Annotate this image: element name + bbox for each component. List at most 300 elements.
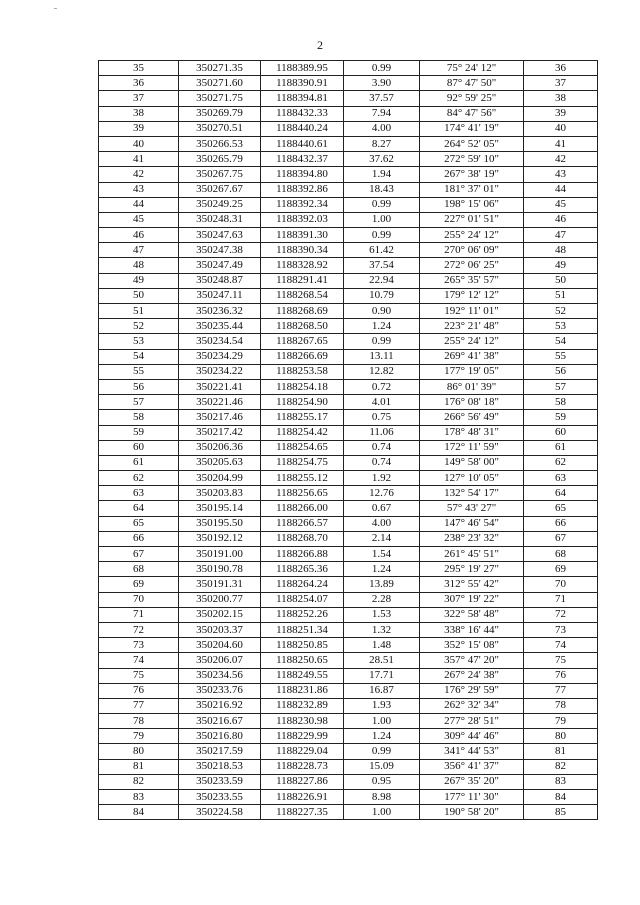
x-coordinate-cell: 350269.79 [179,106,261,121]
distance-cell: 11.06 [344,425,420,440]
table-row [99,258,598,273]
table-row [99,167,598,182]
y-coordinate-cell: 1188266.69 [261,349,344,364]
bearing-cell: 270° 06' 09" [420,243,524,258]
distance-cell: 10.79 [344,288,420,303]
next-point-cell: 57 [524,379,598,394]
bearing-cell: 307° 19' 22" [420,592,524,607]
distance-cell: 0.99 [344,228,420,243]
bearing-cell: 264° 52' 05" [420,136,524,151]
distance-cell: 4.01 [344,395,420,410]
x-coordinate-cell: 350233.55 [179,790,261,805]
x-coordinate-cell: 350217.46 [179,410,261,425]
table-row [99,410,598,425]
table-row [99,106,598,121]
x-coordinate-cell: 350236.32 [179,304,261,319]
y-coordinate-cell: 1188432.33 [261,106,344,121]
distance-cell: 37.54 [344,258,420,273]
bearing-cell: 92° 59' 25" [420,91,524,106]
point-number-cell: 72 [99,622,179,637]
next-point-cell: 51 [524,288,598,303]
point-number-cell: 57 [99,395,179,410]
table-row [99,228,598,243]
point-number-cell: 41 [99,152,179,167]
next-point-cell: 60 [524,425,598,440]
next-point-cell: 48 [524,243,598,258]
bearing-cell: 190° 58' 20" [420,805,524,820]
x-coordinate-cell: 350221.46 [179,395,261,410]
bearing-cell: 176° 29' 59" [420,683,524,698]
x-coordinate-cell: 350191.00 [179,547,261,562]
page-number: 2 [317,38,323,52]
point-number-cell: 55 [99,364,179,379]
x-coordinate-cell: 350247.11 [179,288,261,303]
point-number-cell: 81 [99,759,179,774]
x-coordinate-cell: 350224.58 [179,805,261,820]
point-number-cell: 45 [99,212,179,227]
point-number-cell: 79 [99,729,179,744]
distance-cell: 0.90 [344,304,420,319]
x-coordinate-cell: 350248.31 [179,212,261,227]
table-row [99,547,598,562]
next-point-cell: 72 [524,607,598,622]
bearing-cell: 181° 37' 01" [420,182,524,197]
distance-cell: 1.32 [344,622,420,637]
distance-cell: 17.71 [344,668,420,683]
table-row [99,61,598,76]
next-point-cell: 75 [524,653,598,668]
y-coordinate-cell: 1188254.75 [261,455,344,470]
y-coordinate-cell: 1188229.04 [261,744,344,759]
y-coordinate-cell: 1188251.34 [261,622,344,637]
next-point-cell: 80 [524,729,598,744]
bearing-cell: 267° 35' 20" [420,774,524,789]
table-row [99,607,598,622]
bearing-cell: 272° 06' 25" [420,258,524,273]
y-coordinate-cell: 1188268.69 [261,304,344,319]
distance-cell: 0.75 [344,410,420,425]
point-number-cell: 63 [99,486,179,501]
distance-cell: 0.67 [344,501,420,516]
next-point-cell: 76 [524,668,598,683]
next-point-cell: 65 [524,501,598,516]
distance-cell: 13.11 [344,349,420,364]
table-row [99,182,598,197]
x-coordinate-cell: 350267.75 [179,167,261,182]
bearing-cell: 149° 58' 00" [420,455,524,470]
table-row [99,562,598,577]
bearing-cell: 357° 47' 20" [420,653,524,668]
table-row [99,714,598,729]
x-coordinate-cell: 350217.42 [179,425,261,440]
x-coordinate-cell: 350191.31 [179,577,261,592]
bearing-cell: 147° 46' 54" [420,516,524,531]
next-point-cell: 43 [524,167,598,182]
x-coordinate-cell: 350271.35 [179,61,261,76]
table-row [99,683,598,698]
y-coordinate-cell: 1188254.07 [261,592,344,607]
table-row [99,622,598,637]
y-coordinate-cell: 1188267.65 [261,334,344,349]
bearing-cell: 86° 01' 39" [420,379,524,394]
bearing-cell: 312° 55' 42" [420,577,524,592]
table-row [99,592,598,607]
point-number-cell: 59 [99,425,179,440]
distance-cell: 1.00 [344,714,420,729]
x-coordinate-cell: 350204.60 [179,638,261,653]
distance-cell: 37.62 [344,152,420,167]
x-coordinate-cell: 350234.29 [179,349,261,364]
point-number-cell: 50 [99,288,179,303]
distance-cell: 4.00 [344,516,420,531]
distance-cell: 1.48 [344,638,420,653]
y-coordinate-cell: 1188256.65 [261,486,344,501]
x-coordinate-cell: 350192.12 [179,531,261,546]
x-coordinate-cell: 350233.76 [179,683,261,698]
next-point-cell: 38 [524,91,598,106]
y-coordinate-cell: 1188268.70 [261,531,344,546]
point-number-cell: 60 [99,440,179,455]
point-number-cell: 46 [99,228,179,243]
next-point-cell: 55 [524,349,598,364]
point-number-cell: 80 [99,744,179,759]
distance-cell: 0.99 [344,744,420,759]
x-coordinate-cell: 350247.63 [179,228,261,243]
point-number-cell: 36 [99,76,179,91]
bearing-cell: 223° 21' 48" [420,319,524,334]
next-point-cell: 61 [524,440,598,455]
y-coordinate-cell: 1188227.86 [261,774,344,789]
bearing-cell: 272° 59' 10" [420,152,524,167]
bearing-cell: 341° 44' 53" [420,744,524,759]
distance-cell: 12.76 [344,486,420,501]
y-coordinate-cell: 1188390.91 [261,76,344,91]
next-point-cell: 66 [524,516,598,531]
x-coordinate-cell: 350203.37 [179,622,261,637]
distance-cell: 18.43 [344,182,420,197]
x-coordinate-cell: 350249.25 [179,197,261,212]
table-row [99,471,598,486]
point-number-cell: 43 [99,182,179,197]
next-point-cell: 62 [524,455,598,470]
point-number-cell: 38 [99,106,179,121]
next-point-cell: 67 [524,531,598,546]
x-coordinate-cell: 350217.59 [179,744,261,759]
table-row [99,76,598,91]
distance-cell: 1.53 [344,607,420,622]
point-number-cell: 39 [99,121,179,136]
distance-cell: 0.99 [344,334,420,349]
y-coordinate-cell: 1188291.41 [261,273,344,288]
distance-cell: 0.72 [344,379,420,394]
y-coordinate-cell: 1188328.92 [261,258,344,273]
table-row [99,243,598,258]
table-row [99,349,598,364]
y-coordinate-cell: 1188391.30 [261,228,344,243]
y-coordinate-cell: 1188254.90 [261,395,344,410]
distance-cell: 1.92 [344,471,420,486]
distance-cell: 8.27 [344,136,420,151]
bearing-cell: 309° 44' 46" [420,729,524,744]
table-row [99,744,598,759]
x-coordinate-cell: 350234.54 [179,334,261,349]
y-coordinate-cell: 1188264.24 [261,577,344,592]
next-point-cell: 39 [524,106,598,121]
bearing-cell: 172° 11' 59" [420,440,524,455]
point-number-cell: 35 [99,61,179,76]
y-coordinate-cell: 1188229.99 [261,729,344,744]
point-number-cell: 69 [99,577,179,592]
distance-cell: 0.99 [344,197,420,212]
bearing-cell: 255° 24' 12" [420,228,524,243]
distance-cell: 28.51 [344,653,420,668]
x-coordinate-cell: 350216.92 [179,698,261,713]
table-row [99,531,598,546]
bearing-cell: 267° 38' 19" [420,167,524,182]
y-coordinate-cell: 1188228.73 [261,759,344,774]
y-coordinate-cell: 1188390.34 [261,243,344,258]
distance-cell: 2.14 [344,531,420,546]
x-coordinate-cell: 350271.60 [179,76,261,91]
table-row [99,653,598,668]
bearing-cell: 277° 28' 51" [420,714,524,729]
bearing-cell: 176° 08' 18" [420,395,524,410]
table-row [99,91,598,106]
x-coordinate-cell: 350216.67 [179,714,261,729]
distance-cell: 0.95 [344,774,420,789]
x-coordinate-cell: 350234.22 [179,364,261,379]
point-number-cell: 68 [99,562,179,577]
next-point-cell: 45 [524,197,598,212]
point-number-cell: 51 [99,304,179,319]
x-coordinate-cell: 350267.67 [179,182,261,197]
bearing-cell: 269° 41' 38" [420,349,524,364]
x-coordinate-cell: 350202.15 [179,607,261,622]
point-number-cell: 42 [99,167,179,182]
point-number-cell: 76 [99,683,179,698]
x-coordinate-cell: 350266.53 [179,136,261,151]
x-coordinate-cell: 350271.75 [179,91,261,106]
table-row [99,364,598,379]
table-row [99,136,598,151]
y-coordinate-cell: 1188268.54 [261,288,344,303]
table-row [99,288,598,303]
scan-speck [54,8,57,9]
x-coordinate-cell: 350203.83 [179,486,261,501]
y-coordinate-cell: 1188230.98 [261,714,344,729]
bearing-cell: 177° 11' 30" [420,790,524,805]
distance-cell: 61.42 [344,243,420,258]
bearing-cell: 352° 15' 08" [420,638,524,653]
distance-cell: 15.09 [344,759,420,774]
y-coordinate-cell: 1188255.12 [261,471,344,486]
point-number-cell: 44 [99,197,179,212]
distance-cell: 1.93 [344,698,420,713]
distance-cell: 16.87 [344,683,420,698]
table-row [99,273,598,288]
next-point-cell: 69 [524,562,598,577]
y-coordinate-cell: 1188266.88 [261,547,344,562]
next-point-cell: 59 [524,410,598,425]
bearing-cell: 267° 24' 38" [420,668,524,683]
x-coordinate-cell: 350235.44 [179,319,261,334]
distance-cell: 4.00 [344,121,420,136]
distance-cell: 7.94 [344,106,420,121]
y-coordinate-cell: 1188250.65 [261,653,344,668]
y-coordinate-cell: 1188255.17 [261,410,344,425]
y-coordinate-cell: 1188252.26 [261,607,344,622]
point-number-cell: 48 [99,258,179,273]
x-coordinate-cell: 350200.77 [179,592,261,607]
next-point-cell: 37 [524,76,598,91]
next-point-cell: 70 [524,577,598,592]
point-number-cell: 71 [99,607,179,622]
distance-cell: 1.24 [344,562,420,577]
point-number-cell: 58 [99,410,179,425]
bearing-cell: 132° 54' 17" [420,486,524,501]
next-point-cell: 54 [524,334,598,349]
y-coordinate-cell: 1188394.80 [261,167,344,182]
bearing-cell: 262° 32' 34" [420,698,524,713]
next-point-cell: 41 [524,136,598,151]
y-coordinate-cell: 1188392.86 [261,182,344,197]
bearing-cell: 57° 43' 27" [420,501,524,516]
x-coordinate-cell: 350190.78 [179,562,261,577]
distance-cell: 1.94 [344,167,420,182]
bearing-cell: 227° 01' 51" [420,212,524,227]
bearing-cell: 266° 56' 49" [420,410,524,425]
distance-cell: 37.57 [344,91,420,106]
x-coordinate-cell: 350195.50 [179,516,261,531]
distance-cell: 0.74 [344,455,420,470]
table-row [99,440,598,455]
table-row [99,516,598,531]
bearing-cell: 255° 24' 12" [420,334,524,349]
next-point-cell: 49 [524,258,598,273]
table-row [99,805,598,820]
next-point-cell: 58 [524,395,598,410]
point-number-cell: 64 [99,501,179,516]
table-row [99,668,598,683]
point-number-cell: 52 [99,319,179,334]
point-number-cell: 70 [99,592,179,607]
point-number-cell: 40 [99,136,179,151]
point-number-cell: 67 [99,547,179,562]
next-point-cell: 74 [524,638,598,653]
table-row [99,486,598,501]
y-coordinate-cell: 1188440.24 [261,121,344,136]
table-row [99,638,598,653]
table-row [99,319,598,334]
y-coordinate-cell: 1188389.95 [261,61,344,76]
y-coordinate-cell: 1188392.03 [261,212,344,227]
y-coordinate-cell: 1188432.37 [261,152,344,167]
next-point-cell: 79 [524,714,598,729]
next-point-cell: 50 [524,273,598,288]
table-row [99,425,598,440]
next-point-cell: 82 [524,759,598,774]
y-coordinate-cell: 1188253.58 [261,364,344,379]
distance-cell: 1.54 [344,547,420,562]
table-row [99,152,598,167]
point-number-cell: 62 [99,471,179,486]
point-number-cell: 73 [99,638,179,653]
y-coordinate-cell: 1188394.81 [261,91,344,106]
bearing-cell: 265° 35' 57" [420,273,524,288]
distance-cell: 2.28 [344,592,420,607]
table-row [99,577,598,592]
bearing-cell: 192° 11' 01" [420,304,524,319]
table-row [99,455,598,470]
table-row [99,774,598,789]
point-number-cell: 54 [99,349,179,364]
table-row [99,729,598,744]
next-point-cell: 64 [524,486,598,501]
x-coordinate-cell: 350204.99 [179,471,261,486]
point-number-cell: 37 [99,91,179,106]
distance-cell: 13.89 [344,577,420,592]
x-coordinate-cell: 350270.51 [179,121,261,136]
bearing-cell: 261° 45' 51" [420,547,524,562]
next-point-cell: 78 [524,698,598,713]
next-point-cell: 44 [524,182,598,197]
coordinates-table [98,60,598,820]
next-point-cell: 52 [524,304,598,319]
x-coordinate-cell: 350247.38 [179,243,261,258]
table-row [99,304,598,319]
x-coordinate-cell: 350216.80 [179,729,261,744]
y-coordinate-cell: 1188392.34 [261,197,344,212]
table-row [99,121,598,136]
bearing-cell: 177° 19' 05" [420,364,524,379]
point-number-cell: 78 [99,714,179,729]
next-point-cell: 73 [524,622,598,637]
table-row [99,395,598,410]
y-coordinate-cell: 1188227.35 [261,805,344,820]
x-coordinate-cell: 350206.07 [179,653,261,668]
distance-cell: 1.24 [344,319,420,334]
table-row [99,759,598,774]
x-coordinate-cell: 350195.14 [179,501,261,516]
table-row [99,790,598,805]
y-coordinate-cell: 1188231.86 [261,683,344,698]
x-coordinate-cell: 350234.56 [179,668,261,683]
x-coordinate-cell: 350206.36 [179,440,261,455]
bearing-cell: 238° 23' 32" [420,531,524,546]
x-coordinate-cell: 350233.59 [179,774,261,789]
table-row [99,698,598,713]
y-coordinate-cell: 1188226.91 [261,790,344,805]
bearing-cell: 356° 41' 37" [420,759,524,774]
table-row [99,197,598,212]
point-number-cell: 61 [99,455,179,470]
distance-cell: 0.99 [344,61,420,76]
y-coordinate-cell: 1188249.55 [261,668,344,683]
next-point-cell: 42 [524,152,598,167]
distance-cell: 1.00 [344,212,420,227]
distance-cell: 3.90 [344,76,420,91]
coordinates-table-body [99,61,598,820]
next-point-cell: 81 [524,744,598,759]
distance-cell: 0.74 [344,440,420,455]
bearing-cell: 295° 19' 27" [420,562,524,577]
point-number-cell: 74 [99,653,179,668]
y-coordinate-cell: 1188266.00 [261,501,344,516]
bearing-cell: 87° 47' 50" [420,76,524,91]
x-coordinate-cell: 350247.49 [179,258,261,273]
point-number-cell: 66 [99,531,179,546]
y-coordinate-cell: 1188232.89 [261,698,344,713]
